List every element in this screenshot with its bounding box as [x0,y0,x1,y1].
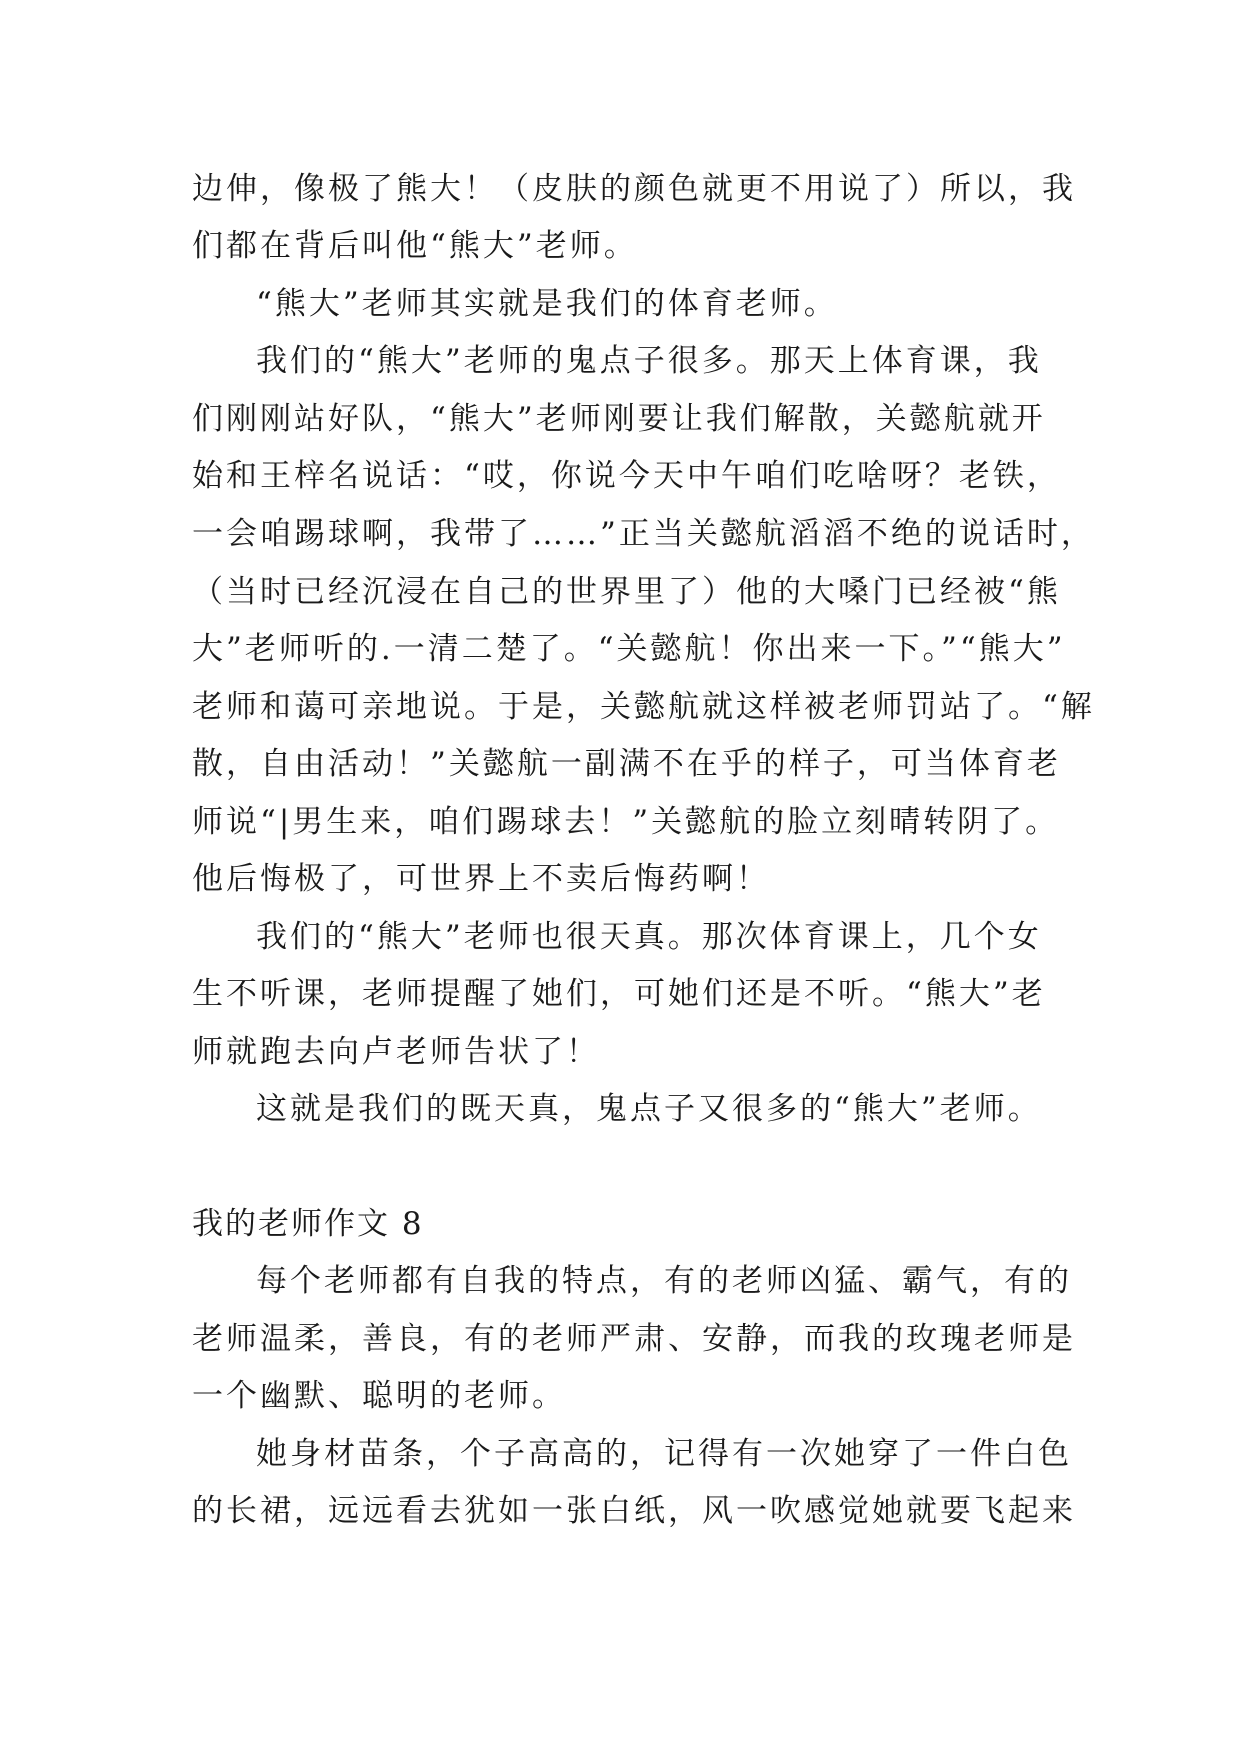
text-line: 这就是我们的既天真，鬼点子又很多的“熊大”老师。 [256,1091,1042,1127]
text-line: 散，自由活动！”关懿航一副满不在乎的样子，可当体育老 [192,746,1061,782]
text-line: 我们的“熊大”老师的鬼点子很多。那天上体育课，我 [256,343,1042,379]
text-line: 们都在背后叫他“熊大”老师。 [192,228,638,264]
text-line: 始和王梓名说话：“哎，你说今天中午咱们吃啥呀？老铁， [192,458,1061,494]
text-line: 边伸，像极了熊大！（皮肤的颜色就更不用说了）所以，我 [192,171,1076,207]
text-line: 她身材苗条，个子高高的，记得有一次她穿了一件白色 [256,1436,1072,1472]
text-line: 生不听课，老师提醒了她们，可她们还是不听。“熊大”老 [192,976,1046,1012]
text-line: （当时已经沉浸在自己的世界里了）他的大嗓门已经被“熊 [192,574,1061,610]
text-line: “熊大”老师其实就是我们的体育老师。 [256,286,838,322]
text-line: 的长裙，远远看去犹如一张白纸，风一吹感觉她就要飞起来 [192,1493,1076,1529]
text-line: 大”老师听的.一清二楚了。“关懿航！你出来一下。”“熊大” [192,631,1066,667]
text-line: 一会咱踢球啊，我带了……”正当关懿航滔滔不绝的说话时， [192,516,1095,552]
text-line: 老师温柔，善良，有的老师严肃、安静，而我的玫瑰老师是 [192,1321,1076,1357]
text-line: 他后悔极了，可世界上不卖后悔药啊！ [192,861,770,897]
text-line: 们刚刚站好队，“熊大”老师刚要让我们解散，关懿航就开 [192,401,1046,437]
text-line: 老师和蔼可亲地说。于是，关懿航就这样被老师罚站了。“解 [192,689,1095,725]
text-line: 我们的“熊大”老师也很天真。那次体育课上，几个女 [256,919,1042,955]
text-line: 师说“|男生来，咱们踢球去！”关懿航的脸立刻晴转阴了。 [192,804,1060,840]
text-line: 师就跑去向卢老师告状了！ [192,1034,600,1070]
text-line: 每个老师都有自我的特点，有的老师凶猛、霸气，有的 [256,1263,1072,1299]
section-heading: 我的老师作文 8 [192,1206,424,1242]
text-line: 一个幽默、聪明的老师。 [192,1378,566,1414]
